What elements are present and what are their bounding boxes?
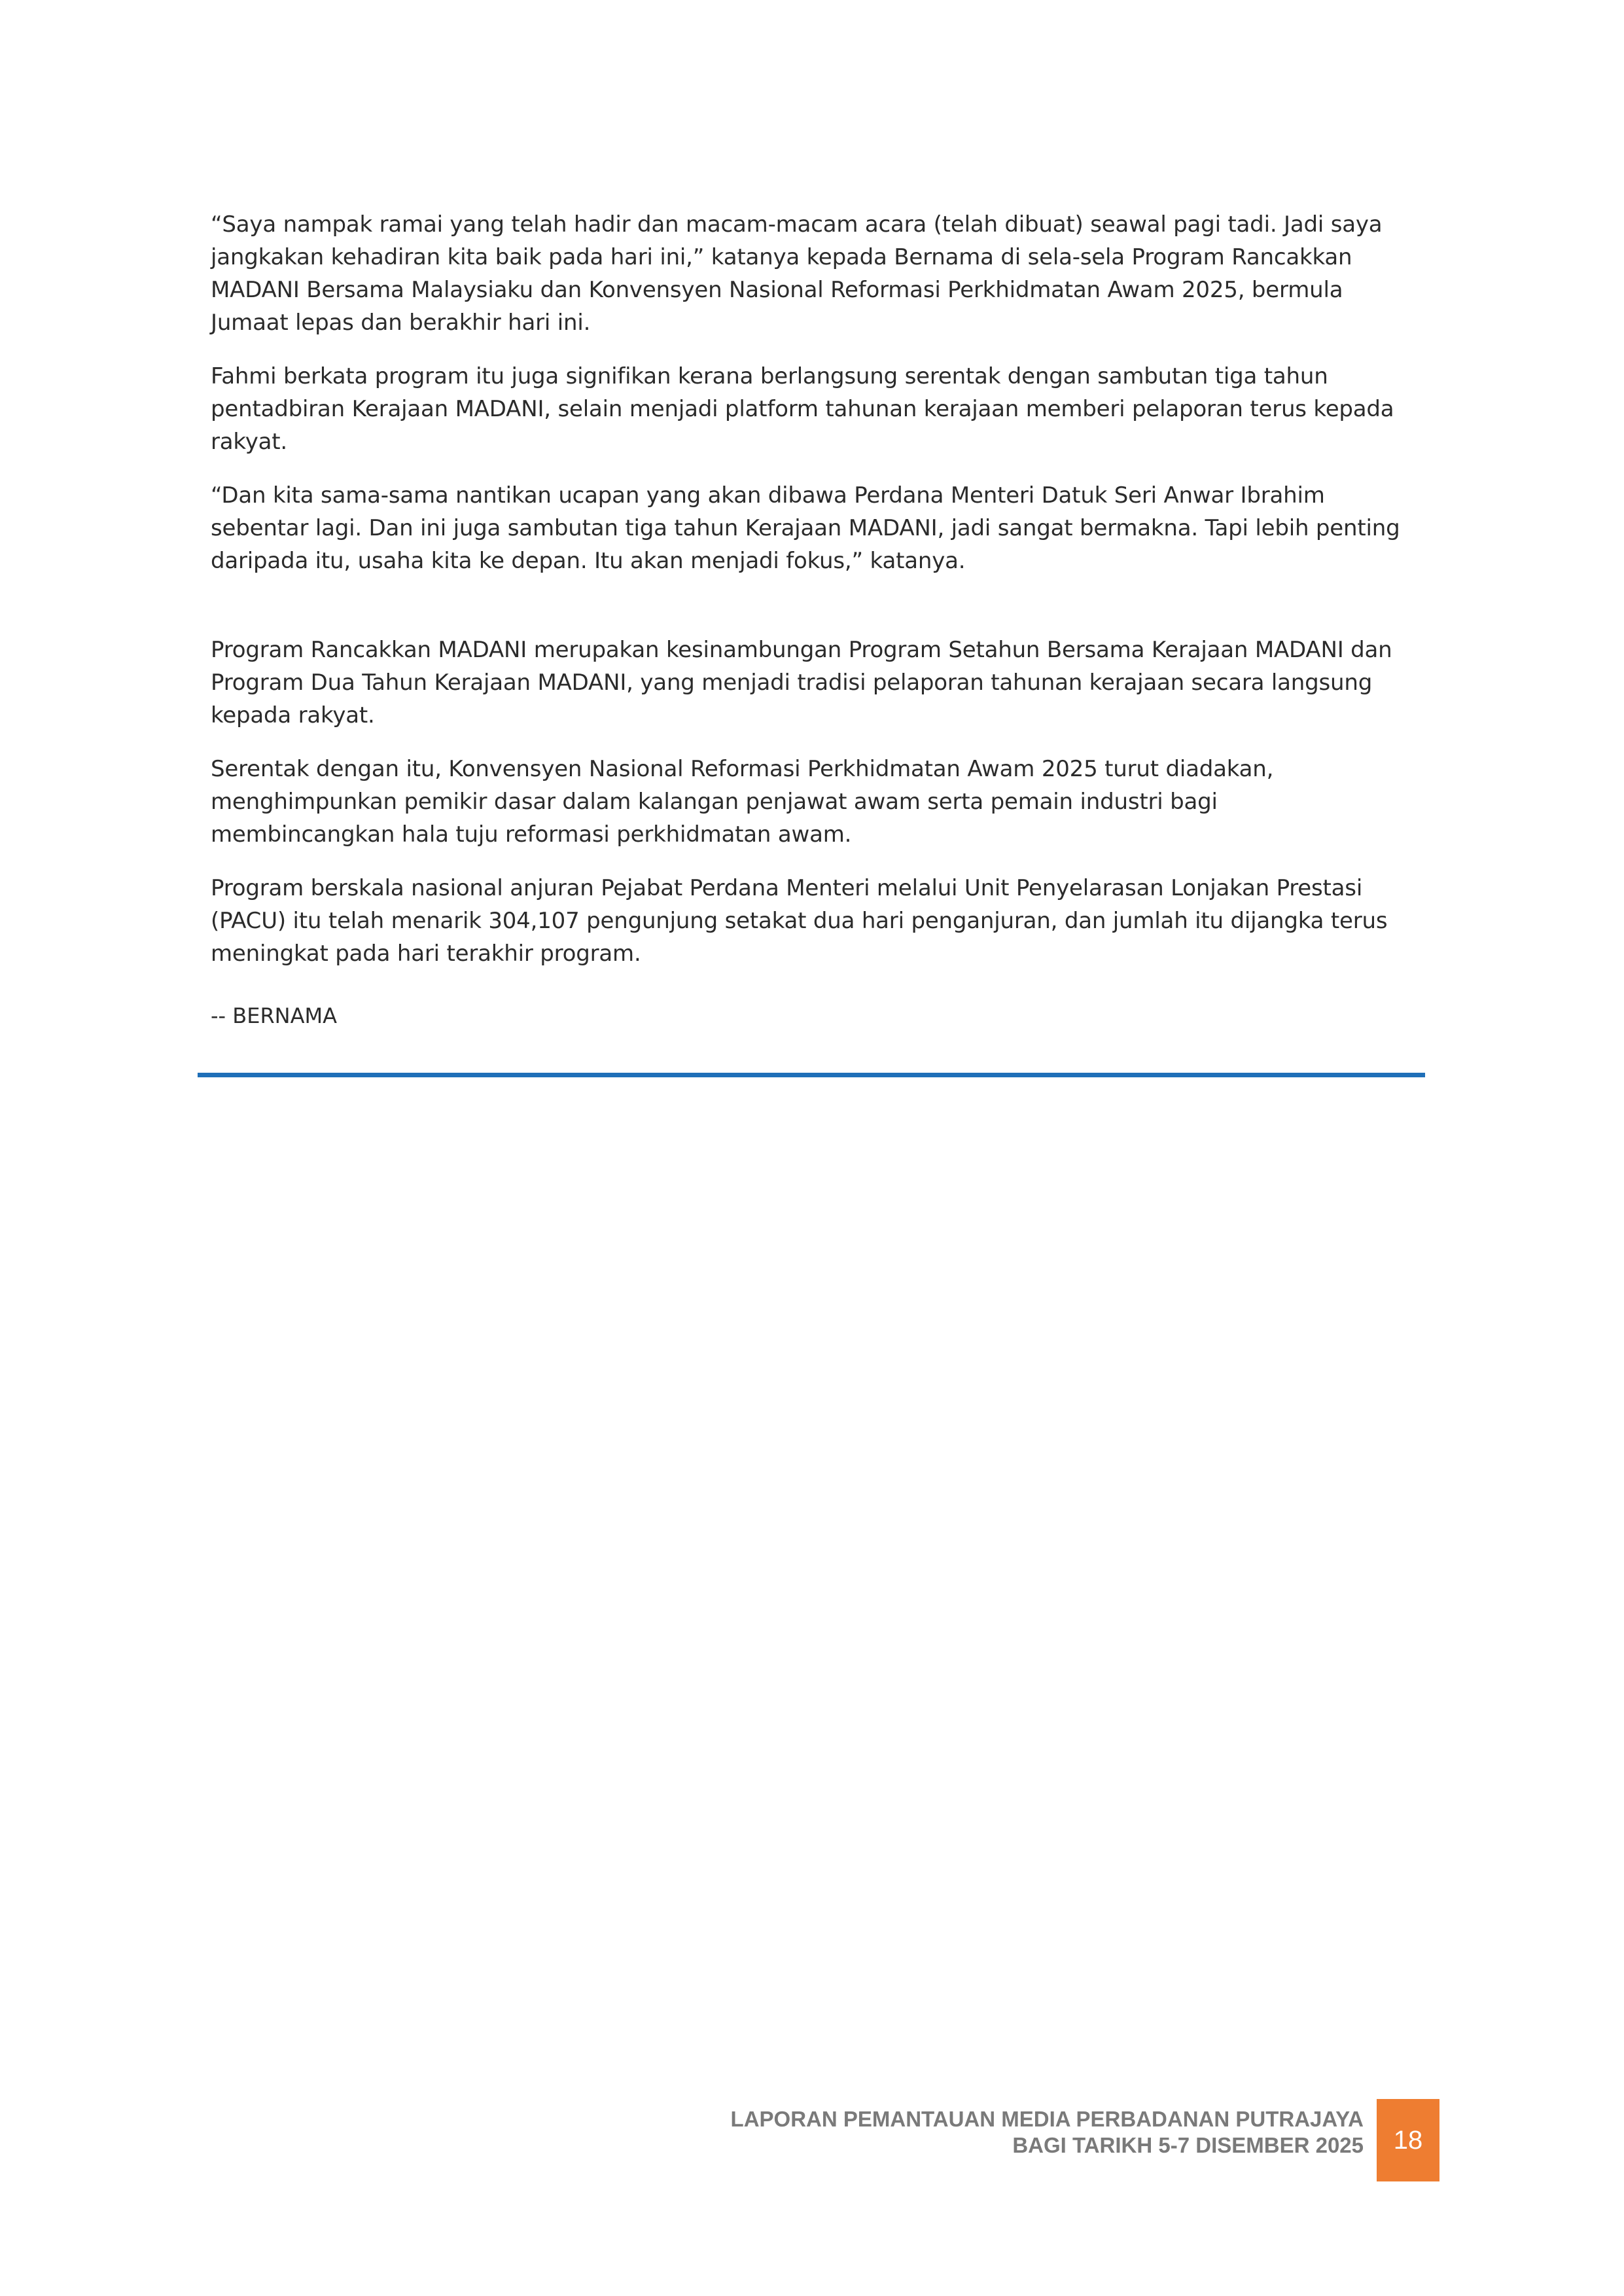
section-divider <box>198 1073 1425 1077</box>
article-paragraph: Program Rancakkan MADANI merupakan kesinambungan Program Setahun Bersama Kerajaan MADANI dan Program Dua Tahun Kerajaan MADANI, yang menjadi tradisi pelaporan tahunan kerajaan secara langsung kepada rakyat. <box>211 637 1392 728</box>
report-date-range: BAGI TARIKH 5-7 DISEMBER 2025 <box>1012 2133 1364 2157</box>
article-paragraph: Serentak dengan itu, Konvensyen Nasional Reformasi Perkhidmatan Awam 2025 turut diadakan, menghimpunkan pemikir dasar dalam kalangan penjawat awam serta pemain industri bagi membincangkan hala tuju reformasi perkhidmatan awam. <box>211 756 1274 848</box>
page-number-badge <box>1377 2099 1439 2181</box>
report-title: LAPORAN PEMANTAUAN MEDIA PERBADANAN PUTRAJAYA <box>730 2107 1364 2131</box>
report-footer <box>731 2106 1364 2159</box>
article-paragraph: Program berskala nasional anjuran Pejabat Perdana Menteri melalui Unit Penyelarasan Lonjakan Prestasi (PACU) itu telah menarik 304,107 pengunjung setakat dua hari penganjuran, dan jumlah itu dijangka terus meningkat pada hari terakhir program. <box>211 875 1388 967</box>
article-paragraph: Fahmi berkata program itu juga signifikan kerana berlangsung serentak dengan sambutan tiga tahun pentadbiran Kerajaan MADANI, selain menjadi platform tahunan kerajaan memberi pelaporan terus kepada rakyat. <box>211 363 1394 455</box>
article-paragraph: “Dan kita sama-sama nantikan ucapan yang akan dibawa Perdana Menteri Datuk Seri Anwar Ibrahim sebentar lagi. Dan ini juga sambutan tiga tahun Kerajaan MADANI, jadi sangat bermakna. Tapi lebih penting daripada itu, usaha kita ke depan. Itu akan menjadi fokus,” katanya. <box>211 482 1400 574</box>
article-paragraph: “Saya nampak ramai yang telah hadir dan macam-macam acara (telah dibuat) seawal pagi tadi. Jadi saya jangkakan kehadiran kita baik pada hari ini,” katanya kepada Bernama di sela-sela Program Rancakkan MADANI Bersama Malaysiaku dan Konvensyen Nasional Reformasi Perkhidmatan Awam 2025, bermula Jumaat lepas dan berakhir hari ini. <box>211 211 1383 336</box>
page-number: 18 <box>1393 2125 1423 2155</box>
article-body <box>211 208 1402 1030</box>
article-source: -- BERNAMA <box>211 1003 337 1028</box>
